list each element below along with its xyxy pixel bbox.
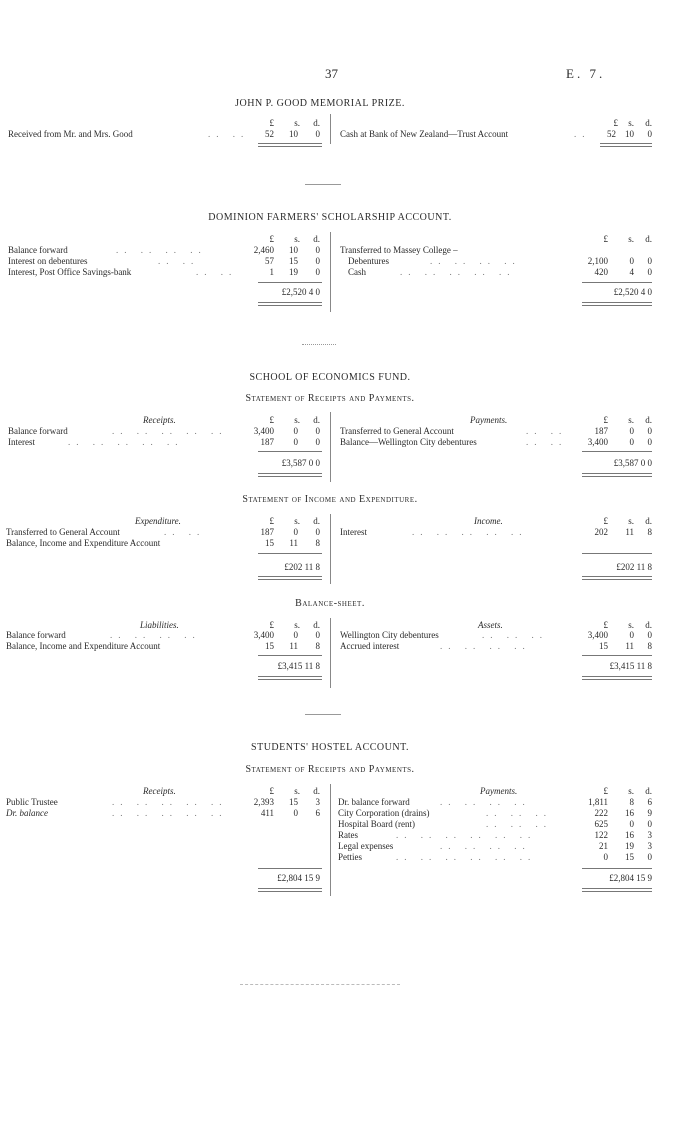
row-label: Transferred to General Account (6, 527, 120, 537)
col-head-shilling: s. (294, 415, 300, 425)
leader-dots: .. .. .. (482, 630, 548, 640)
total-rule (258, 473, 322, 477)
economics-title: SCHOOL OF ECONOMICS FUND. (249, 372, 411, 383)
section-separator (305, 714, 341, 715)
subtotal-rule (582, 553, 652, 554)
amount-shilling: 19 (625, 841, 634, 851)
row-label: Transferred to General Account (340, 426, 454, 436)
amount-pence: 0 (315, 256, 320, 266)
right-heading: Transferred to Massey College – (340, 245, 458, 255)
col-head-pence: d. (313, 786, 320, 796)
leader-dots: .. .. .. .. (440, 841, 531, 851)
leader-dots: .. .. .. .. .. .. (396, 830, 537, 840)
col-head-pound: £ (269, 786, 274, 796)
leader-dots: .. .. (158, 256, 200, 266)
column-divider (330, 514, 331, 584)
leader-dots: .. .. .. .. .. (400, 267, 516, 277)
row-label: Interest (340, 527, 367, 537)
leader-dots: .. .. .. .. .. (412, 527, 528, 537)
col-head-pence: d. (645, 118, 652, 128)
col-head-shilling: s. (294, 234, 300, 244)
amount-pound: 2,460 (253, 245, 274, 255)
col-head-pence: d. (313, 118, 320, 128)
amount-pence: 3 (647, 841, 652, 851)
amount-pound: 202 (594, 527, 608, 537)
page-end-rule (240, 984, 400, 985)
subtotal-rule (258, 451, 322, 452)
prize-left-pence: 0 (315, 129, 320, 139)
amount-pence: 8 (315, 538, 320, 548)
col-head-pound: £ (269, 118, 274, 128)
leader-dots: .. .. .. .. (430, 256, 521, 266)
amount-pence: 6 (315, 808, 320, 818)
leader-dots: .. .. (526, 426, 568, 436)
amount-pence: 0 (647, 852, 652, 862)
prize-right-label: Cash at Bank of New Zealand—Trust Account (340, 129, 509, 139)
page-number: 37 (325, 66, 338, 81)
amount-shilling: 0 (629, 426, 634, 436)
amount-shilling: 16 (625, 830, 634, 840)
amount-shilling: 15 (289, 797, 298, 807)
amount-pence: 8 (647, 641, 652, 651)
amount-pound: 3,400 (253, 426, 274, 436)
amount-pence: 0 (315, 426, 320, 436)
amount-pence: 0 (315, 245, 320, 255)
row-label: Hospital Board (rent) (338, 819, 415, 829)
amount-pound: 420 (594, 267, 608, 277)
amount-pound: 1,811 (588, 797, 608, 807)
amount-pound: 2,393 (253, 797, 274, 807)
amount-pound: 21 (599, 841, 608, 851)
amount-shilling: 0 (629, 437, 634, 447)
prize-right-pence: 0 (647, 129, 652, 139)
amount-pound: 3,400 (587, 630, 608, 640)
amount-shilling: 19 (289, 267, 298, 277)
col-head-shilling: s. (628, 786, 634, 796)
hostel-title: STUDENTS' HOSTEL ACCOUNT. (251, 742, 409, 753)
amount-pound: 15 (265, 538, 274, 548)
amount-pence: 0 (647, 267, 652, 277)
section-separator (302, 344, 336, 345)
total-rule (582, 473, 652, 477)
amount-shilling: 0 (293, 630, 298, 640)
total-rule (582, 576, 652, 580)
hostel-left-total: £2,804 15 9 (277, 873, 320, 883)
prize-left-shilling: 10 (289, 129, 298, 139)
row-label: Balance forward (8, 245, 68, 255)
hostel-subtitle: Statement of Receipts and Payments. (245, 764, 415, 775)
amount-pence: 0 (315, 267, 320, 277)
col-head-pound: £ (603, 516, 608, 526)
col-head-pound: £ (269, 234, 274, 244)
total-rule (582, 676, 652, 680)
col-head-pence: d. (645, 415, 652, 425)
row-label: Interest, Post Office Savings-bank (8, 267, 132, 277)
right-head: Payments. (480, 786, 518, 796)
row-label: Debentures (348, 256, 389, 266)
left-head: Receipts. (143, 786, 176, 796)
amount-pound: 187 (260, 527, 274, 537)
total-rule (258, 576, 322, 580)
col-head-shilling: s. (628, 516, 634, 526)
scholarship-title: DOMINION FARMERS' SCHOLARSHIP ACCOUNT. (208, 212, 452, 223)
col-head-pound: £ (603, 620, 608, 630)
col-head-shilling: s. (294, 516, 300, 526)
amount-shilling: 0 (293, 426, 298, 436)
amount-pound: 1 (269, 267, 274, 277)
bs-left-total: £3,415 11 8 (277, 661, 320, 671)
amount-pound: 187 (260, 437, 274, 447)
prize-right-pound: 52 (607, 129, 616, 139)
amount-shilling: 4 (629, 267, 634, 277)
row-label: Balance forward (8, 426, 68, 436)
amount-pound: 15 (599, 641, 608, 651)
leader-dots: .. .. .. .. .. (68, 437, 184, 447)
rp-left-total: £3,587 0 0 (281, 458, 320, 468)
column-divider (330, 232, 331, 312)
row-label: Dr. balance forward (338, 797, 410, 807)
row-label: Balance, Income and Expenditure Account (6, 538, 161, 548)
col-head-shilling: s. (628, 620, 634, 630)
row-label: Wellington City debentures (340, 630, 439, 640)
amount-shilling: 15 (289, 256, 298, 266)
scholarship-left-total: £2,520 4 0 (281, 287, 320, 297)
subtotal-rule (258, 553, 322, 554)
left-head: Receipts. (143, 415, 176, 425)
amount-pound: 3,400 (587, 437, 608, 447)
amount-pence: 0 (647, 819, 652, 829)
leader-dots: .. .. .. .. .. (112, 797, 228, 807)
section-separator (305, 184, 341, 185)
total-rule (582, 888, 652, 892)
amount-pence: 0 (315, 527, 320, 537)
amount-pound: 187 (594, 426, 608, 436)
amount-pound: 0 (603, 852, 608, 862)
amount-pence: 0 (647, 630, 652, 640)
subtotal-rule (582, 868, 652, 869)
bs-right-total: £3,415 11 8 (609, 661, 652, 671)
col-head-pence: d. (313, 415, 320, 425)
amount-shilling: 10 (289, 245, 298, 255)
col-head-shilling: s. (294, 786, 300, 796)
col-head-pound: £ (613, 118, 618, 128)
amount-shilling: 0 (293, 437, 298, 447)
rp-right-total: £3,587 0 0 (613, 458, 652, 468)
ie-left-total: £202 11 8 (284, 562, 320, 572)
total-rule (582, 302, 652, 306)
col-head-pence: d. (313, 620, 320, 630)
amount-pence: 3 (315, 797, 320, 807)
col-head-shilling: s. (628, 118, 634, 128)
row-label: Public Trustee (6, 797, 58, 807)
prize-left-label: Received from Mr. and Mrs. Good (8, 129, 133, 139)
amount-shilling: 11 (289, 641, 298, 651)
amount-pence: 8 (647, 527, 652, 537)
leader-dots: .. .. .. .. (116, 245, 207, 255)
col-head-pound: £ (269, 620, 274, 630)
leader-dots: .. .. .. .. (440, 641, 531, 651)
amount-pound: 15 (265, 641, 274, 651)
amount-shilling: 11 (289, 538, 298, 548)
row-label: Petties (338, 852, 362, 862)
subtotal-rule (582, 282, 652, 283)
amount-pence: 0 (647, 437, 652, 447)
total-rule (258, 676, 322, 680)
col-head-pound: £ (269, 516, 274, 526)
col-head-pence: d. (645, 516, 652, 526)
left-head: Expenditure. (135, 516, 181, 526)
total-rule (600, 143, 652, 147)
total-rule (258, 143, 322, 147)
col-head-pound: £ (603, 415, 608, 425)
col-head-pound: £ (603, 234, 608, 244)
column-divider (330, 114, 331, 144)
leader-dots: .. .. .. .. (110, 630, 201, 640)
ie-right-total: £202 11 8 (616, 562, 652, 572)
amount-pence: 3 (647, 830, 652, 840)
amount-shilling: 11 (625, 527, 634, 537)
subtotal-rule (258, 655, 322, 656)
amount-shilling: 15 (625, 852, 634, 862)
col-head-shilling: s. (294, 118, 300, 128)
subtotal-rule (258, 868, 322, 869)
prize-right-shilling: 10 (625, 129, 634, 139)
col-head-pound: £ (269, 415, 274, 425)
subtotal-rule (582, 655, 652, 656)
scholarship-right-total: £2,520 4 0 (613, 287, 652, 297)
col-head-pence: d. (313, 516, 320, 526)
leader-dots: .. .. (526, 437, 568, 447)
col-head-pound: £ (603, 786, 608, 796)
column-divider (330, 784, 331, 896)
amount-pence: 0 (647, 256, 652, 266)
leader-dots: .. .. (196, 267, 238, 277)
row-label: Balance—Wellington City debentures (340, 437, 477, 447)
right-head: Assets. (478, 620, 503, 630)
amount-pence: 9 (647, 808, 652, 818)
prize-title: JOHN P. GOOD MEMORIAL PRIZE. (235, 98, 405, 109)
row-label: Accrued interest (340, 641, 400, 651)
amount-pence: 6 (647, 797, 652, 807)
row-label: Interest (8, 437, 35, 447)
leader-dots: .. .. (208, 129, 250, 139)
row-label: Balance forward (6, 630, 66, 640)
col-head-shilling: s. (294, 620, 300, 630)
amount-pence: 0 (647, 426, 652, 436)
amount-pence: 0 (315, 437, 320, 447)
balance-sheet-title: Balance-sheet. (295, 598, 365, 609)
receipts-payments-title: Statement of Receipts and Payments. (245, 393, 415, 404)
col-head-pence: d. (313, 234, 320, 244)
total-rule (258, 888, 322, 892)
column-divider (330, 412, 331, 482)
report-code: E. 7. (566, 66, 606, 81)
amount-pound: 411 (260, 808, 274, 818)
amount-pound: 122 (594, 830, 608, 840)
right-head: Payments. (470, 415, 508, 425)
amount-shilling: 0 (629, 819, 634, 829)
row-label: Legal expenses (338, 841, 394, 851)
amount-shilling: 0 (293, 808, 298, 818)
amount-pound: 57 (265, 256, 274, 266)
row-label: Interest on debentures (8, 256, 88, 266)
amount-shilling: 0 (293, 527, 298, 537)
prize-left-pound: 52 (265, 129, 274, 139)
right-head: Income. (474, 516, 503, 526)
leader-dots: .. .. .. (486, 808, 552, 818)
column-divider (330, 618, 331, 688)
row-label: Rates (338, 830, 358, 840)
amount-shilling: 0 (629, 630, 634, 640)
leader-dots: .. .. .. .. .. (112, 426, 228, 436)
row-label: Dr. balance (6, 808, 48, 818)
subtotal-rule (582, 451, 652, 452)
amount-pound: 222 (594, 808, 608, 818)
hostel-right-total: £2,804 15 9 (609, 873, 652, 883)
income-expenditure-title: Statement of Income and Expenditure. (242, 494, 418, 505)
leader-dots: .. .. (164, 527, 206, 537)
leader-dots: .. .. .. .. .. (112, 808, 228, 818)
col-head-shilling: s. (628, 415, 634, 425)
amount-pound: 3,400 (253, 630, 274, 640)
amount-pound: 2,100 (587, 256, 608, 266)
amount-shilling: 0 (629, 256, 634, 266)
row-label: Cash (348, 267, 366, 277)
left-head: Liabilities. (140, 620, 179, 630)
col-head-pence: d. (645, 234, 652, 244)
total-rule (258, 302, 322, 306)
col-head-shilling: s. (628, 234, 634, 244)
row-label: City Corporation (drains) (338, 808, 430, 818)
col-head-pence: d. (645, 620, 652, 630)
leader-dots: .. (574, 129, 591, 139)
amount-shilling: 16 (625, 808, 634, 818)
amount-shilling: 8 (629, 797, 634, 807)
leader-dots: .. .. .. .. .. .. (396, 852, 537, 862)
col-head-pence: d. (645, 786, 652, 796)
amount-pence: 0 (315, 630, 320, 640)
leader-dots: .. .. .. .. (440, 797, 531, 807)
leader-dots: .. .. .. (486, 819, 552, 829)
row-label: Balance, Income and Expenditure Account (6, 641, 161, 651)
amount-pence: 8 (315, 641, 320, 651)
amount-shilling: 11 (625, 641, 634, 651)
subtotal-rule (258, 282, 322, 283)
amount-pound: 625 (594, 819, 608, 829)
